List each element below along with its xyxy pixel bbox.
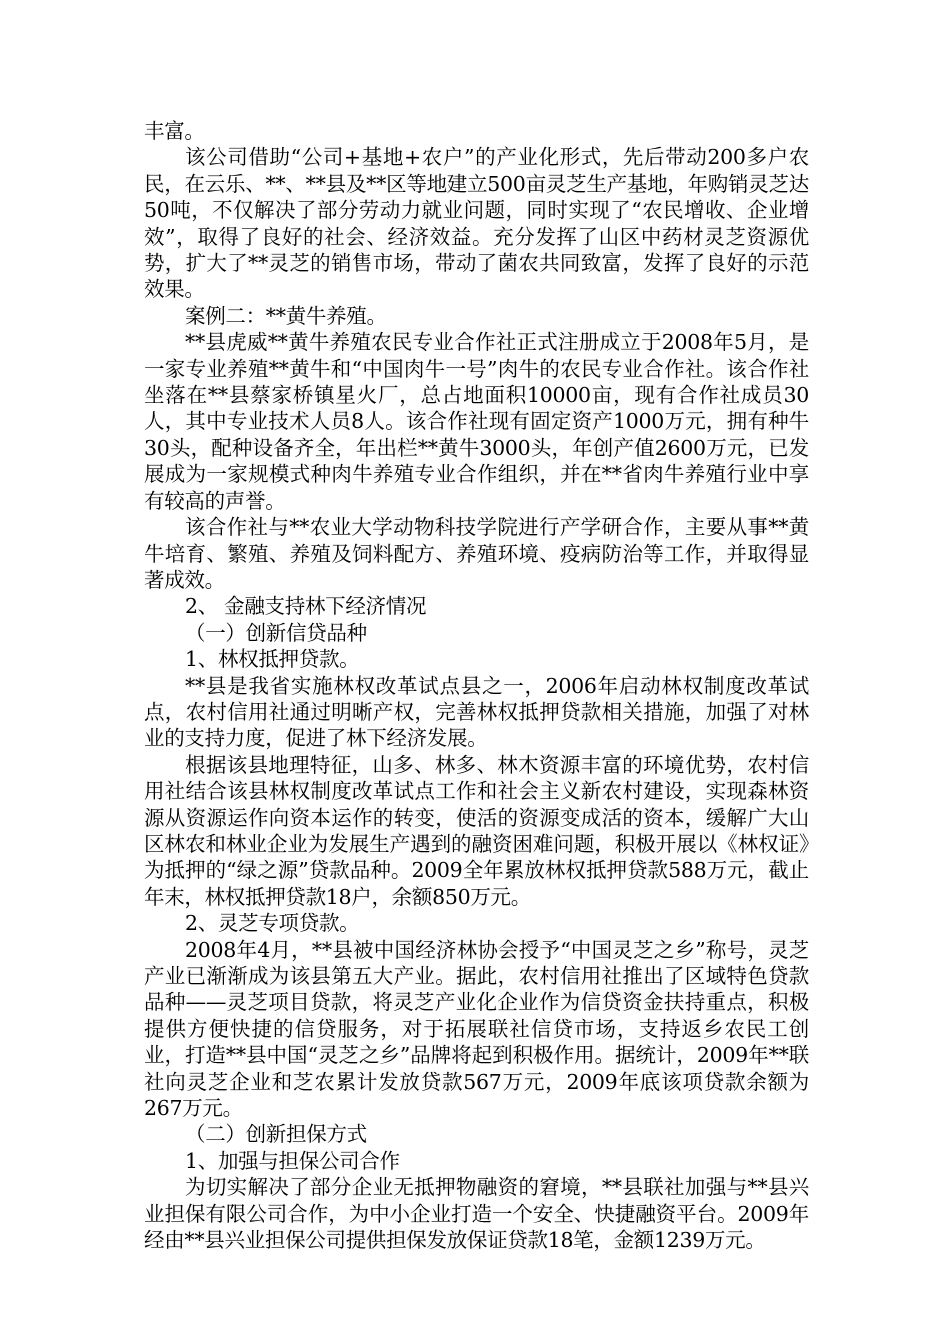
heading-lingzhi-loan: 2、灵芝专项贷款。 xyxy=(185,911,360,936)
paragraph-lingzhi-company: 该公司借助“公司+基地+农户”的产业化形式，先后带动200多户农民，在云乐、**、**县及**区等地建立500亩灵芝生产基地，年购销灵芝达50吨，不仅解决了部分劳动力就业问题，同时实现了“农民增收、企业增效”，取得了良好的社会、经济效益。充分发挥了山区中药材灵芝资源优势，扩大了**灵芝的销售市场，带动了菌农共同致富，发挥了良好的示范效果。 xyxy=(144,145,809,302)
paragraph-cooperative-research: 该合作社与**农业大学动物科技学院进行产学研合作，主要从事**黄牛培育、繁殖、养殖及饲料配方、养殖环境、疫病防治等工作，并取得显著成效。 xyxy=(144,515,809,592)
paragraph-guarantee-cooperation: 为切实解决了部分企业无抵押物融资的窘境，**县联社加强与**县兴业担保有限公司合作，为中小企业打造一个安全、快捷融资平台。2009年经由**县兴业担保公司提供担保发放保证贷款18笔，金额1239万元。 xyxy=(144,1175,809,1253)
heading-guarantee-cooperation: 1、加强与担保公司合作 xyxy=(185,1148,400,1173)
paragraph-continuation: 丰富。 xyxy=(144,119,205,143)
document-page xyxy=(144,118,809,1253)
heading-forest-mortgage: 1、林权抵押贷款。 xyxy=(185,647,360,672)
paragraph-cooperative-intro: **县虎威**黄牛养殖农民专业合作社正式注册成立于2008年5月，是一家专业养殖**黄牛和“中国肉牛一号”肉牛的农民专业合作社。该合作社坐落在**县蔡家桥镇星火厂，总占地面积10000亩，现有合作社成员30人，其中专业技术人员8人。该合作社现有固定资产1000万元，拥有种牛30头，配种设备齐全，年出栏**黄牛3000头，年创产值2600万元，已发展成为一家规模式种肉牛养殖专业合作组织，并在**省肉牛养殖行业中享有较高的声誉。 xyxy=(144,330,809,513)
heading-financial-support: 2、 金融支持林下经济情况 xyxy=(185,594,427,619)
heading-guarantee-methods: （二）创新担保方式 xyxy=(185,1122,367,1147)
heading-case-two: 案例二：**黄牛养殖。 xyxy=(185,303,387,328)
paragraph-green-source-loan: 根据该县地理特征，山多、林多、林木资源丰富的环境优势，农村信用社结合该县林权制度改革试点工作和社会主义新农村建设，实现森林资源从资源运作向资本运作的转变，使活的资源变成活的资本，缓解广大山区林农和林业企业为发展生产遇到的融资困难问题，积极开展以《林权证》为抵押的“绿之源”贷款品种。2009全年累放林权抵押贷款588万元，截止年末，林权抵押贷款18户，余额850万元。 xyxy=(144,752,809,909)
heading-credit-products: （一）创新信贷品种 xyxy=(185,620,367,645)
paragraph-lingzhi-loan: 2008年4月，**县被中国经济林协会授予“中国灵芝之乡”称号，灵芝产业已渐渐成为该县第五大产业。据此，农村信用社推出了区域特色贷款品种——灵芝项目贷款，将灵芝产业化企业作为信贷资金扶持重点，积极提供方便快捷的信贷服务，对于拓展联社信贷市场，支持返乡农民工创业，打造**县中国“灵芝之乡”品牌将起到积极作用。据统计，2009年**联社向灵芝企业和芝农累计发放贷款567万元，2009年底该项贷款余额为267万元。 xyxy=(144,937,809,1121)
paragraph-forest-reform: **县是我省实施林权改革试点县之一，2006年启动林权制度改革试点，农村信用社通过明晰产权，完善林权抵押贷款相关措施，加强了对林业的支持力度，促进了林下经济发展。 xyxy=(144,673,809,751)
